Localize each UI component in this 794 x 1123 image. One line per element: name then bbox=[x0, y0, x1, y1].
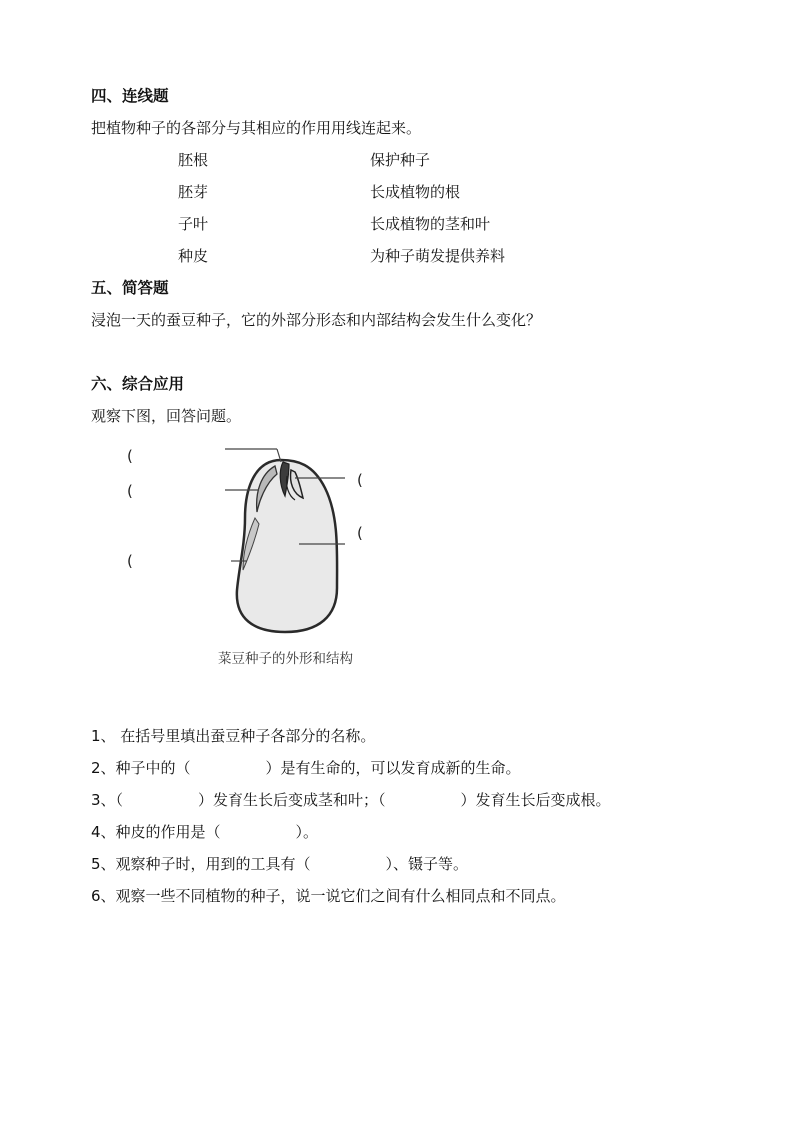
question-item: 1、 在括号里填出蚕豆种子各部分的名称。 bbox=[91, 727, 376, 745]
match-left-item: 胚芽 bbox=[178, 183, 209, 201]
section4-instruction: 把植物种子的各部分与其相应的作用用线连起来。 bbox=[91, 119, 422, 137]
match-left-item: 种皮 bbox=[178, 247, 209, 265]
match-right-item: 保护种子 bbox=[370, 151, 431, 169]
section6-title: 六、综合应用 bbox=[91, 375, 185, 393]
question-item: 6、观察一些不同植物的种子，说一说它们之间有什么相同点和不同点。 bbox=[91, 887, 566, 905]
section5-title: 五、简答题 bbox=[91, 279, 169, 297]
figure-label-blank: ( bbox=[357, 471, 363, 489]
question-item: 5、观察种子时，用到的工具有（ ）、镊子等。 bbox=[91, 855, 469, 873]
question-item: 2、种子中的（ ）是有生命的，可以发育成新的生命。 bbox=[91, 759, 521, 777]
match-right-item: 长成植物的根 bbox=[370, 183, 461, 201]
question-item: 3、（ ）发育生长后变成茎和叶；（ ）发育生长后变成根。 bbox=[91, 791, 611, 809]
section6-instruction: 观察下图，回答问题。 bbox=[91, 407, 242, 425]
figure-label-blank: ( bbox=[357, 524, 363, 542]
figure-label-blank: ( bbox=[127, 447, 133, 465]
match-right-item: 长成植物的茎和叶 bbox=[370, 215, 491, 233]
section5-question: 浸泡一天的蚕豆种子，它的外部分形态和内部结构会发生什么变化？ bbox=[91, 311, 542, 329]
match-left-item: 子叶 bbox=[178, 215, 209, 233]
figure-label-blank: ( bbox=[127, 552, 133, 570]
question-item: 4、种皮的作用是（ ）。 bbox=[91, 823, 319, 841]
figure-label-blank: ( bbox=[127, 482, 133, 500]
bean-seed-diagram bbox=[215, 440, 365, 650]
match-left-item: 胚根 bbox=[178, 151, 209, 169]
figure-caption: 菜豆种子的外形和结构 bbox=[218, 651, 353, 667]
section4-title: 四、连线题 bbox=[91, 87, 169, 105]
match-right-item: 为种子萌发提供养料 bbox=[370, 247, 506, 265]
